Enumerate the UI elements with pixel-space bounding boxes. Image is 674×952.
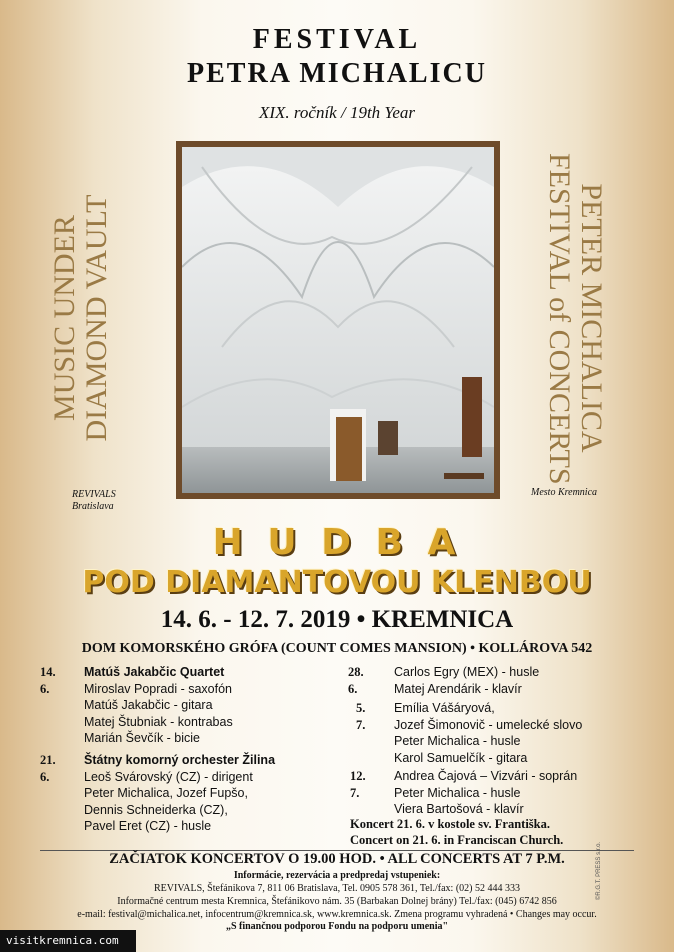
program-line: Marián Ševčík - bicie	[84, 731, 201, 745]
program-line: Matej Arendárik - klavír	[394, 681, 522, 696]
venue: DOM KOMORSKÉHO GRÓFA (COUNT COMES MANSION) • KOLLÁROVA 542	[81, 641, 593, 656]
program-date: 12. 7.	[350, 769, 366, 800]
footer-info-heading: Informácie, rezervácia a predpredaj vstupeniek:	[233, 870, 441, 881]
festival-name: PETRA MICHALICU	[187, 58, 487, 89]
program-ensemble: Matúš Jakabčic Quartet	[84, 665, 225, 679]
festival-dates: 14. 6. - 12. 7. 2019 • KREMNICA	[160, 606, 514, 633]
program-line: Pavel Eret (CZ) - husle	[84, 819, 212, 833]
church-note-sk: Koncert 21. 6. v kostole sv. Františka.	[350, 817, 550, 831]
program-line: Emília Vášáryová,	[394, 701, 495, 715]
program-line: Leoš Svárovský (CZ) - dirigent	[84, 769, 253, 784]
church-note-en: Concert on 21. 6. in Franciscan Church.	[350, 833, 564, 847]
left-vertical-line2: DIAMOND VAULT	[80, 194, 113, 442]
right-vertical-line2: FESTIVAL of CONCERTS	[543, 153, 576, 485]
program-date: 21. 6.	[40, 753, 56, 784]
program-line: Andrea Čajová – Vizvári - soprán	[394, 769, 578, 783]
right-vertical-text	[543, 153, 607, 483]
left-vertical-text	[49, 168, 113, 468]
festival-heading: FESTIVAL	[252, 24, 422, 55]
revivals-caption	[72, 489, 116, 513]
left-vertical-line1: MUSIC UNDER	[48, 215, 81, 421]
church-note	[350, 816, 563, 848]
program-line: Karol Samuelčík - gitara	[394, 750, 528, 765]
program-line: Peter Michalica, Jozef Fupšo,	[84, 786, 248, 800]
year-subtitle: XIX. ročník / 19th Year	[259, 103, 415, 122]
program-line: Peter Michalica - husle	[394, 734, 521, 748]
program-line: Matej Štubniak - kontrabas	[84, 714, 233, 729]
program-line: Carlos Egry (MEX) - husle	[394, 665, 540, 679]
program-line: Dennis Schneiderka (CZ),	[84, 802, 228, 817]
program-date: 28. 6.	[348, 665, 364, 696]
title-hudba: H U D B A	[212, 522, 462, 563]
program-line: Peter Michalica - husle	[394, 785, 521, 800]
printer-credit: ©R.G.T. PRESS s.r.o.	[596, 841, 602, 900]
kremnica-caption: Mesto Kremnica	[531, 487, 598, 498]
program-line: Jozef Šimonovič - umelecké slovo	[394, 717, 583, 732]
revivals-caption-line1: REVIVALS	[72, 489, 116, 500]
program-ensemble: Štátny komorný orchester Žilina	[84, 753, 276, 767]
program-line: Viera Bartošová - klavír	[394, 802, 524, 816]
program-date: 5. 7.	[356, 701, 366, 732]
footer-email: e-mail: festival@michalica.net, infocentrum@kremnica.sk, www.kremnica.sk. Zmena programu vyhradená • Changes may occur.	[77, 909, 597, 920]
revivals-caption-line2: Bratislava	[72, 501, 114, 512]
vaulted-room-photo	[176, 141, 500, 499]
title-pod-diamantovou-klenbou: POD DIAMANTOVOU KLENBOU	[82, 565, 592, 600]
footer-revivals: REVIVALS, Štefánikova 7, 811 06 Bratislava, Tel. 0905 578 361, Tel./fax: (02) 52 444 333	[154, 883, 520, 894]
start-time: ZAČIATOK KONCERTOV O 19.00 HOD. • ALL CONCERTS AT 7 P.M.	[109, 851, 565, 867]
footer-support: „S finančnou podporou Fondu na podporu umenia"	[225, 921, 449, 932]
vault-illustration	[182, 147, 494, 493]
watermark-badge: visitkremnica.com	[0, 930, 136, 952]
program-line: Matúš Jakabčic - gitara	[84, 698, 213, 712]
right-vertical-line1: PETER MICHALICA	[575, 183, 608, 453]
program-date: 14. 6.	[40, 665, 56, 696]
footer-kremnica: Informačné centrum mesta Kremnica, Štefánikovo nám. 35 (Barbakan Dolnej brány) Tel./fax: (045) 6742 856	[117, 896, 557, 907]
program-line: Miroslav Popradi - saxofón	[84, 681, 232, 696]
